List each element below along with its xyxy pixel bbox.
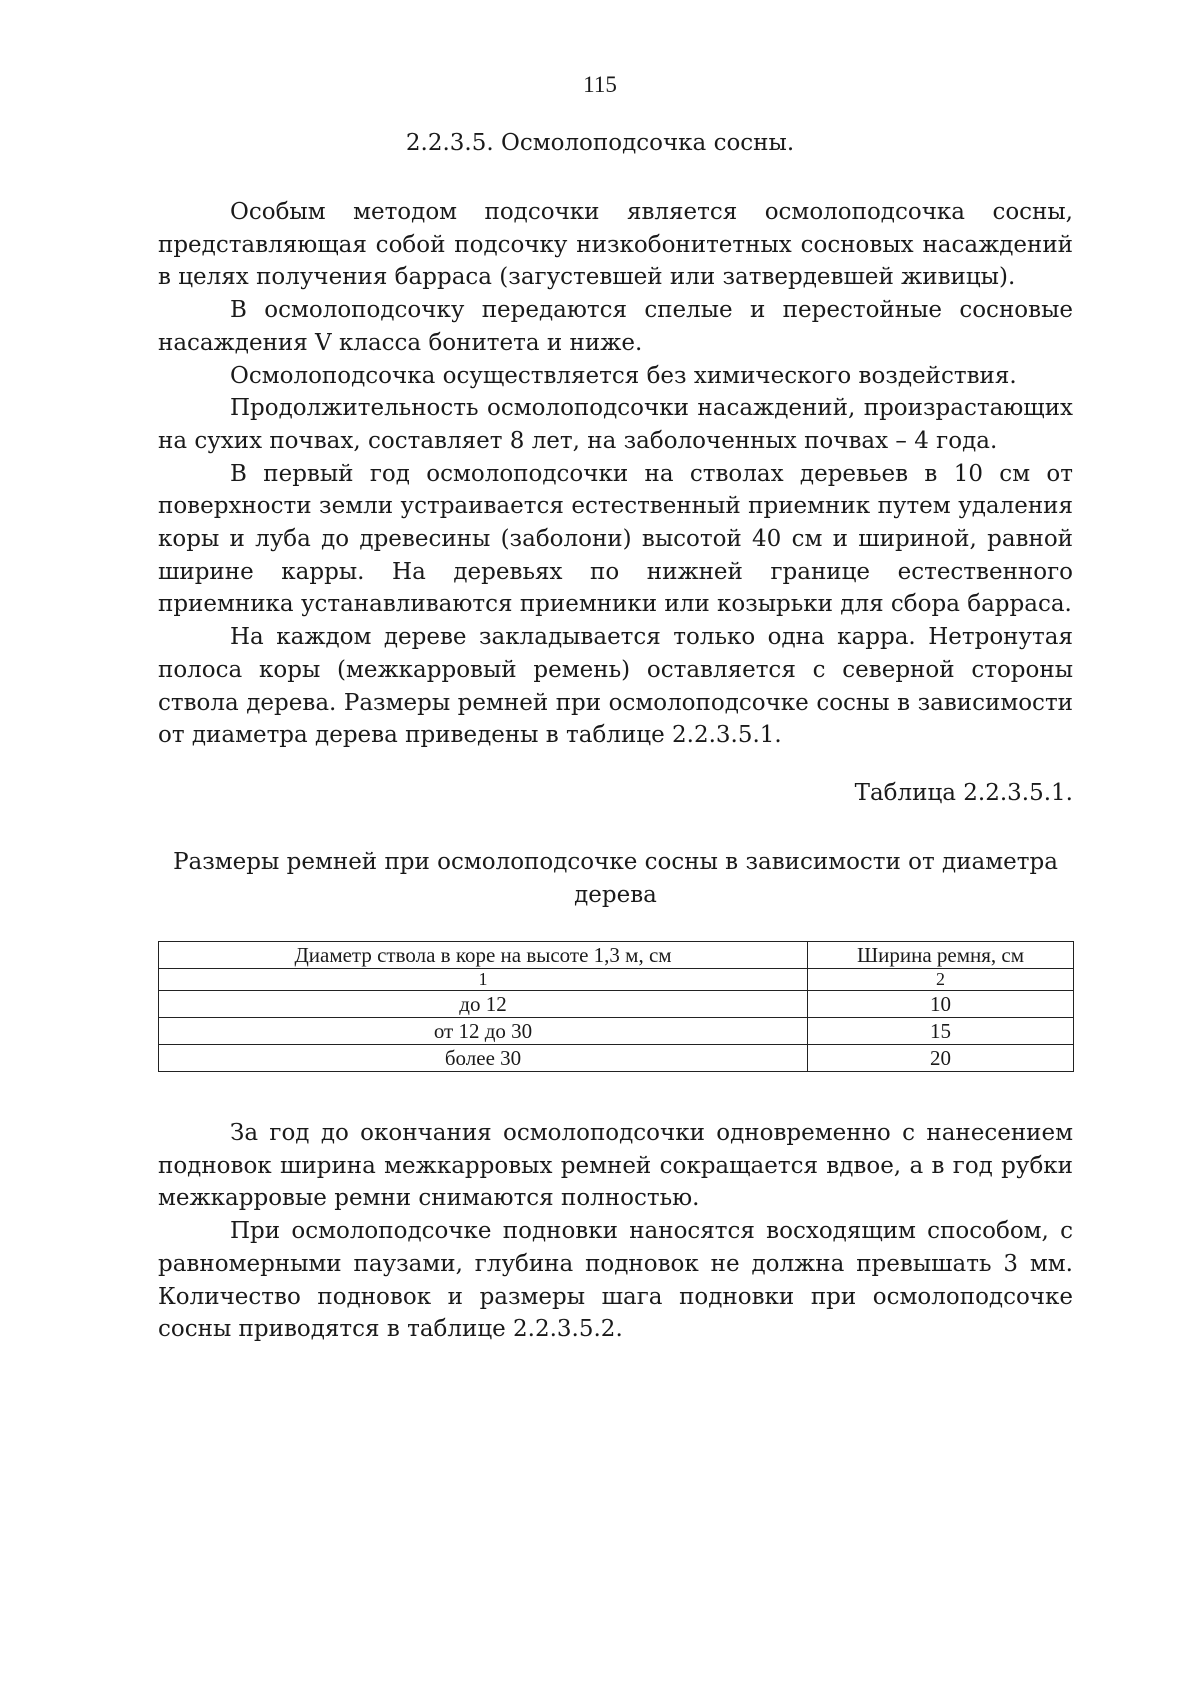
belt-width-cell: 15 bbox=[808, 1018, 1074, 1045]
table-label: Таблица 2.2.3.5.1. bbox=[854, 780, 1073, 806]
paragraph: На каждом дереве закладывается только одна карра. Нетронутая полоса коры (межкарровый ремень) оставляется с северной стороны ствола дерева. Размеры ремней при осмолоподсочке сосны в зависимости от диаметра дерева приведены в таблице 2.2.3.5.1. bbox=[158, 624, 1073, 749]
paragraph: За год до окончания осмолоподсочки одновременно с нанесением подновок ширина межкарровых ремней сокращается вдвое, а в год рубки межкарровые ремни снимаются полностью. bbox=[158, 1120, 1073, 1212]
header-cell-belt-width: Ширина ремня, см bbox=[808, 942, 1074, 969]
column-number-row bbox=[159, 969, 1074, 991]
paragraph: Продолжительность осмолоподсочки насаждений, произрастающих на сухих почвах, составляет 8 лет, на заболоченных почвах – 4 года. bbox=[158, 395, 1073, 454]
section-title: 2.2.3.5. Осмолоподсочка сосны. bbox=[405, 130, 795, 156]
paragraph: Осмолоподсочка осуществляется без химического воздействия. bbox=[230, 362, 1017, 389]
diameter-cell: до 12 bbox=[159, 991, 808, 1018]
body-text-before-table bbox=[158, 196, 1073, 752]
belt-width-cell: 10 bbox=[808, 991, 1074, 1018]
table-caption: Размеры ремней при осмолоподсочке сосны в зависимости от диаметра дерева bbox=[173, 849, 1058, 908]
paragraph: В осмолоподсочку передаются спелые и перестойные сосновые насаждения V класса бонитета и ниже. bbox=[158, 297, 1073, 356]
belt-width-table bbox=[158, 941, 1074, 1072]
diameter-cell: более 30 bbox=[159, 1045, 808, 1072]
diameter-cell: от 12 до 30 bbox=[159, 1018, 808, 1045]
header-cell-diameter: Диаметр ствола в коре на высоте 1,3 м, см bbox=[159, 942, 808, 969]
column-number-cell: 1 bbox=[159, 969, 808, 991]
belt-width-cell: 20 bbox=[808, 1045, 1074, 1072]
paragraph: При осмолоподсочке подновки наносятся восходящим способом, с равномерными паузами, глубина подновок не должна превышать 3 мм. Количество подновок и размеры шага подновки при осмолоподсочке сосны приводятся в таблице 2.2.3.5.2. bbox=[158, 1218, 1073, 1343]
body-text-after-table bbox=[158, 1117, 1073, 1346]
table-row bbox=[159, 991, 1074, 1018]
column-number-cell: 2 bbox=[808, 969, 1074, 991]
page-number: 115 bbox=[583, 72, 617, 97]
table-row bbox=[159, 1045, 1074, 1072]
paragraph: Особым методом подсочки является осмолоподсочка сосны, представляющая собой подсочку низкобонитетных сосновых насаждений в целях получения барраса (загустевшей или затвердевшей живицы). bbox=[158, 199, 1073, 291]
table-header-row bbox=[159, 942, 1074, 969]
table-row bbox=[159, 1018, 1074, 1045]
paragraph: В первый год осмолоподсочки на стволах деревьев в 10 см от поверхности земли устраивается естественный приемник путем удаления коры и луба до древесины (заболони) высотой 40 см и шириной, равной ширине карры. На деревьях по нижней границе естественного приемника устанавливаются приемники или козырьки для сбора барраса. bbox=[158, 460, 1073, 618]
